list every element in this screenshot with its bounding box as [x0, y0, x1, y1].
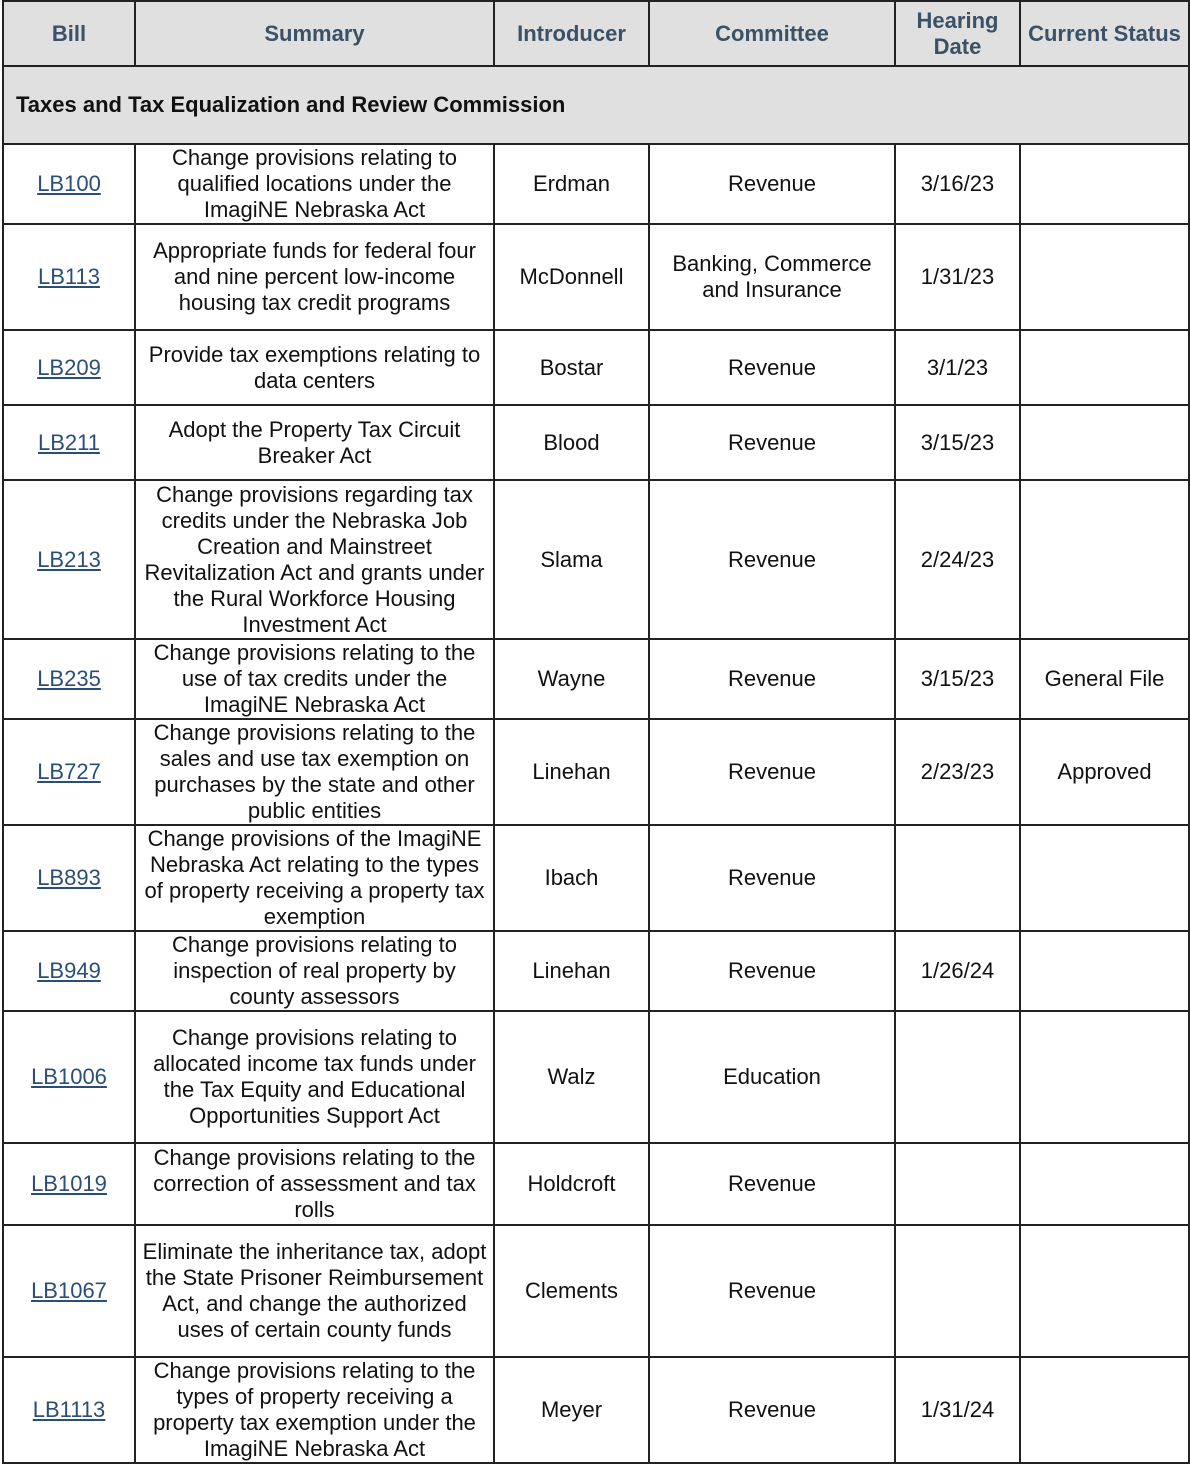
bill-cell	[3, 639, 135, 719]
committee-cell: Revenue	[649, 639, 895, 719]
header-current-status: Current Status	[1020, 1, 1189, 66]
hearing-date-cell: 3/15/23	[895, 639, 1020, 719]
introducer-cell: Erdman	[494, 144, 649, 224]
bill-link[interactable]: LB1113	[32, 1397, 106, 1422]
summary-cell: Provide tax exemptions relating to data centers	[135, 330, 494, 405]
introducer-cell: Holdcroft	[494, 1143, 649, 1225]
bill-link[interactable]: LB211	[38, 429, 100, 455]
table-row	[3, 224, 1189, 330]
hearing-date-cell: 3/15/23	[895, 405, 1020, 480]
header-hearing-date: Hearing Date	[895, 1, 1020, 66]
bill-link[interactable]: LB209	[37, 354, 101, 380]
introducer-cell: Ibach	[494, 825, 649, 931]
summary-cell: Change provisions relating to inspection of real property by county assessors	[135, 931, 494, 1011]
bill-cell	[3, 1143, 135, 1225]
introducer-cell: Wayne	[494, 639, 649, 719]
bill-cell	[3, 825, 135, 931]
introducer-cell: Clements	[494, 1225, 649, 1357]
hearing-date-cell: 1/31/23	[895, 224, 1020, 330]
bill-cell	[3, 144, 135, 224]
table-header	[3, 1, 1189, 66]
committee-cell: Banking, Commerce and Insurance	[649, 224, 895, 330]
hearing-date-cell	[895, 1011, 1020, 1143]
introducer-cell: Linehan	[494, 931, 649, 1011]
committee-cell: Revenue	[649, 719, 895, 825]
hearing-date-cell	[895, 1225, 1020, 1357]
status-cell	[1020, 825, 1189, 931]
summary-cell: Change provisions relating to the correction of assessment and tax rolls	[135, 1143, 494, 1225]
section-title: Taxes and Tax Equalization and Review Commission	[3, 66, 1189, 144]
status-cell	[1020, 1143, 1189, 1225]
summary-cell: Change provisions relating to qualified locations under the ImagiNE Nebraska Act	[135, 144, 494, 224]
committee-cell: Revenue	[649, 405, 895, 480]
bill-link[interactable]: LB100	[37, 171, 101, 196]
introducer-cell: Bostar	[494, 330, 649, 405]
committee-cell: Revenue	[649, 931, 895, 1011]
bill-cell	[3, 1225, 135, 1357]
table-row	[3, 825, 1189, 931]
table-row	[3, 719, 1189, 825]
table-row	[3, 330, 1189, 405]
committee-cell: Revenue	[649, 144, 895, 224]
table-row	[3, 144, 1189, 224]
bill-cell	[3, 719, 135, 825]
status-cell	[1020, 224, 1189, 330]
bill-cell	[3, 224, 135, 330]
table-row	[3, 639, 1189, 719]
bill-link[interactable]: LB1019	[31, 1171, 107, 1196]
committee-cell: Education	[649, 1011, 895, 1143]
section-row	[3, 66, 1189, 144]
header-bill: Bill	[3, 1, 135, 66]
committee-cell: Revenue	[649, 480, 895, 639]
bill-cell	[3, 330, 135, 405]
hearing-date-cell	[895, 1143, 1020, 1225]
header-committee: Committee	[649, 1, 895, 66]
bill-link[interactable]: LB1006	[31, 1064, 107, 1089]
status-cell: Approved	[1020, 719, 1189, 825]
table-body	[3, 66, 1189, 1463]
committee-cell: Revenue	[649, 1225, 895, 1357]
bill-link[interactable]: LB113	[38, 264, 100, 289]
committee-cell: Revenue	[649, 825, 895, 931]
bill-link[interactable]: LB235	[37, 666, 101, 691]
bill-cell	[3, 480, 135, 639]
introducer-cell: Walz	[494, 1011, 649, 1143]
bill-cell	[3, 405, 135, 480]
introducer-cell: Linehan	[494, 719, 649, 825]
bill-link[interactable]: LB893	[37, 865, 101, 890]
status-cell	[1020, 405, 1189, 480]
introducer-cell: Meyer	[494, 1357, 649, 1463]
status-cell	[1020, 480, 1189, 639]
bill-cell	[3, 1011, 135, 1143]
table-row	[3, 1225, 1189, 1357]
summary-cell: Eliminate the inheritance tax, adopt the State Prisoner Reimbursement Act, and change the authorized uses of certain county funds	[135, 1225, 494, 1357]
table-row	[3, 931, 1189, 1011]
summary-cell: Change provisions relating to allocated income tax funds under the Tax Equity and Educational Opportunities Support Act	[135, 1011, 494, 1143]
hearing-date-cell: 2/23/23	[895, 719, 1020, 825]
table-row	[3, 405, 1189, 480]
table-row	[3, 1143, 1189, 1225]
table-row	[3, 1357, 1189, 1463]
table-row	[3, 480, 1189, 639]
introducer-cell: McDonnell	[494, 224, 649, 330]
header-introducer: Introducer	[494, 1, 649, 66]
header-summary: Summary	[135, 1, 494, 66]
bill-cell	[3, 931, 135, 1011]
summary-cell: Change provisions relating to the sales and use tax exemption on purchases by the state and other public entities	[135, 719, 494, 825]
bill-link[interactable]: LB1067	[31, 1278, 107, 1303]
committee-cell: Revenue	[649, 330, 895, 405]
summary-cell: Change provisions regarding tax credits under the Nebraska Job Creation and Mainstreet Revitalization Act and grants under the Rural Workforce Housing Investment Act	[135, 480, 494, 639]
hearing-date-cell	[895, 825, 1020, 931]
status-cell	[1020, 144, 1189, 224]
table-row	[3, 1011, 1189, 1143]
summary-cell: Change provisions relating to the types of property receiving a property tax exemption under the ImagiNE Nebraska Act	[135, 1357, 494, 1463]
committee-cell: Revenue	[649, 1357, 895, 1463]
summary-cell: Appropriate funds for federal four and nine percent low-income housing tax credit programs	[135, 224, 494, 330]
hearing-date-cell: 2/24/23	[895, 480, 1020, 639]
introducer-cell: Blood	[494, 405, 649, 480]
status-cell	[1020, 1011, 1189, 1143]
introducer-cell: Slama	[494, 480, 649, 639]
bills-table	[2, 0, 1190, 1464]
summary-cell: Adopt the Property Tax Circuit Breaker Act	[135, 405, 494, 480]
header-row	[3, 1, 1189, 66]
status-cell	[1020, 931, 1189, 1011]
bill-cell	[3, 1357, 135, 1463]
hearing-date-cell: 3/1/23	[895, 330, 1020, 405]
bill-link[interactable]: LB727	[37, 759, 101, 784]
bill-link[interactable]: LB213	[37, 546, 101, 572]
summary-cell: Change provisions of the ImagiNE Nebraska Act relating to the types of property receiving a property tax exemption	[135, 825, 494, 931]
status-cell: General File	[1020, 639, 1189, 719]
hearing-date-cell: 3/16/23	[895, 144, 1020, 224]
status-cell	[1020, 330, 1189, 405]
committee-cell: Revenue	[649, 1143, 895, 1225]
status-cell	[1020, 1357, 1189, 1463]
hearing-date-cell: 1/31/24	[895, 1357, 1020, 1463]
hearing-date-cell: 1/26/24	[895, 931, 1020, 1011]
bill-link[interactable]: LB949	[37, 958, 101, 983]
summary-cell: Change provisions relating to the use of tax credits under the ImagiNE Nebraska Act	[135, 639, 494, 719]
status-cell	[1020, 1225, 1189, 1357]
